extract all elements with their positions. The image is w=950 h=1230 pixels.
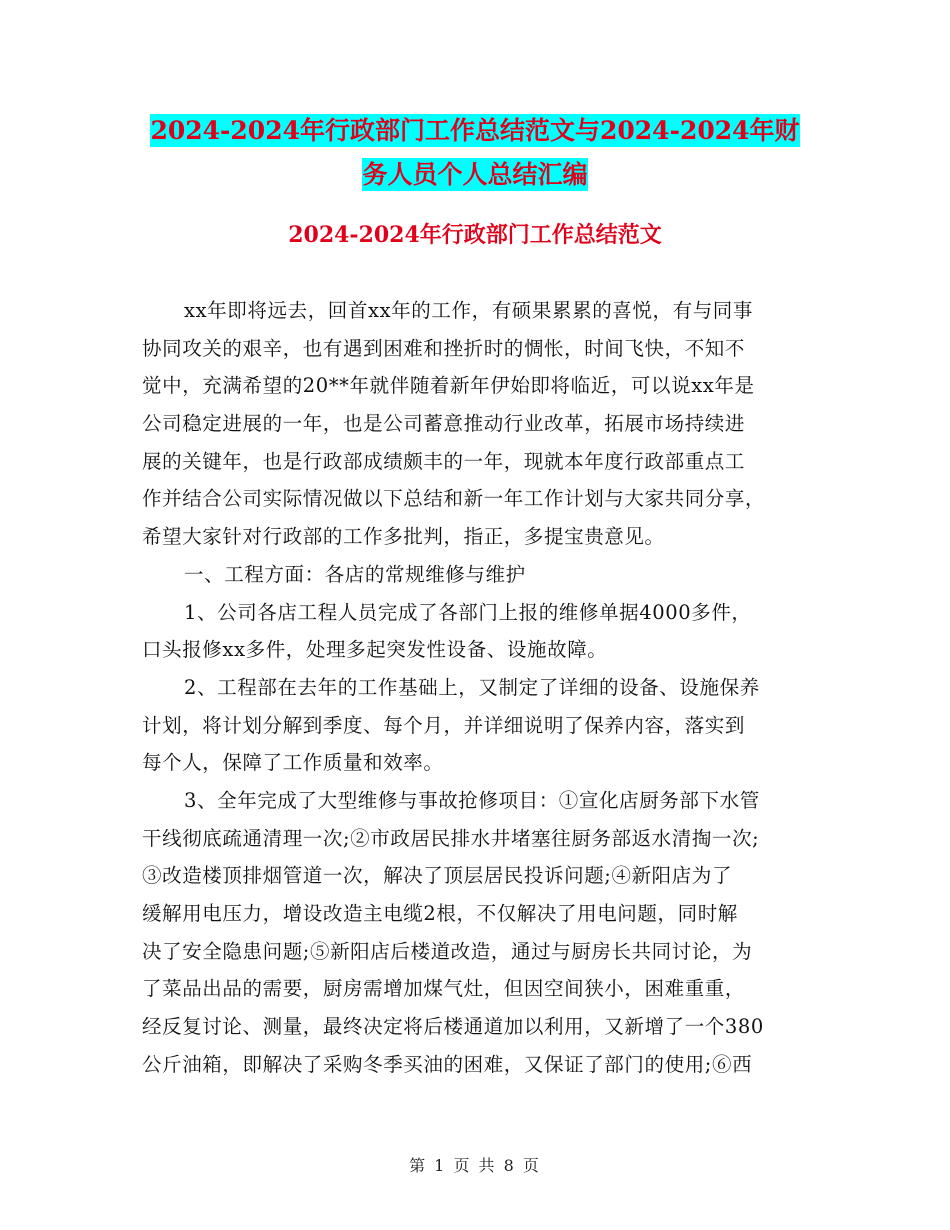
text-line: 希望大家针对行政部的工作多批判，指正，多提宝贵意见。: [142, 525, 665, 549]
page-number-footer: 第 1 页 共 8 页: [409, 1156, 541, 1175]
text-line: 2、工程部在去年的工作基础上，又制定了详细的设备、设施保养: [184, 675, 760, 699]
text-line: 了菜品出品的需要，厨房需增加煤气灶，但因空间狭小，困难重重，: [142, 977, 746, 1001]
document-title-line-2: 务人员个人总结汇编: [362, 160, 588, 189]
body-text: [142, 292, 814, 1083]
text-line: 觉中，充满希望的20**年就伴随着新年伊始即将临近，可以说xx年是: [142, 374, 755, 398]
text-line: ③改造楼顶排烟管道一次，解决了顶层居民投诉问题;④新阳店为了: [142, 864, 733, 888]
text-line: 一、工程方面：各店的常规维修与维护: [184, 562, 526, 586]
text-line: 每个人，保障了工作质量和效率。: [142, 751, 444, 775]
text-line: 协同攻关的艰辛，也有遇到困难和挫折时的惆怅，时间飞快，不知不: [142, 336, 746, 360]
text-line: 决了安全隐患问题;⑤新阳店后楼道改造，通过与厨房长共同讨论，为: [142, 939, 753, 963]
text-line: 口头报修xx多件，处理多起突发性设备、设施故障。: [142, 638, 608, 662]
text-line: 展的关键年，也是行政部成绩颇丰的一年，现就本年度行政部重点工: [142, 449, 746, 473]
text-line: 1、公司各店工程人员完成了各部门上报的维修单据4000多件，: [184, 600, 752, 624]
text-line: 公司稳定进展的一年，也是公司蓄意推动行业改革，拓展市场持续进: [142, 412, 746, 436]
text-line: 3、全年完成了大型维修与事故抢修项目：①宣化店厨务部下水管: [184, 788, 760, 812]
text-line: 经反复讨论、测量，最终决定将后楼通道加以利用，又新增了一个380: [142, 1015, 764, 1039]
text-line: 作并结合公司实际情况做以下总结和新一年工作计划与大家共同分享，: [142, 487, 766, 511]
text-line: xx年即将远去，回首xx年的工作，有硕果累累的喜悦，有与同事: [184, 299, 753, 322]
text-line: 缓解用电压力，增设改造主电缆2根，不仅解决了用电问题，同时解: [142, 902, 738, 925]
text-line: 计划，将计划分解到季度、每个月，并详细说明了保养内容，落实到: [142, 713, 746, 737]
section-title: 2024-2024年行政部门工作总结范文: [288, 222, 662, 248]
text-line: 干线彻底疏通清理一次;②市政居民排水井堵塞往厨务部返水清掏一次;: [142, 826, 760, 850]
document-title-line-1: 2024-2024年行政部门工作总结范文与2024-2024年财: [150, 116, 800, 145]
text-line: 公斤油箱，即解决了采购冬季买油的困难，又保证了部门的使用;⑥西: [142, 1052, 753, 1076]
